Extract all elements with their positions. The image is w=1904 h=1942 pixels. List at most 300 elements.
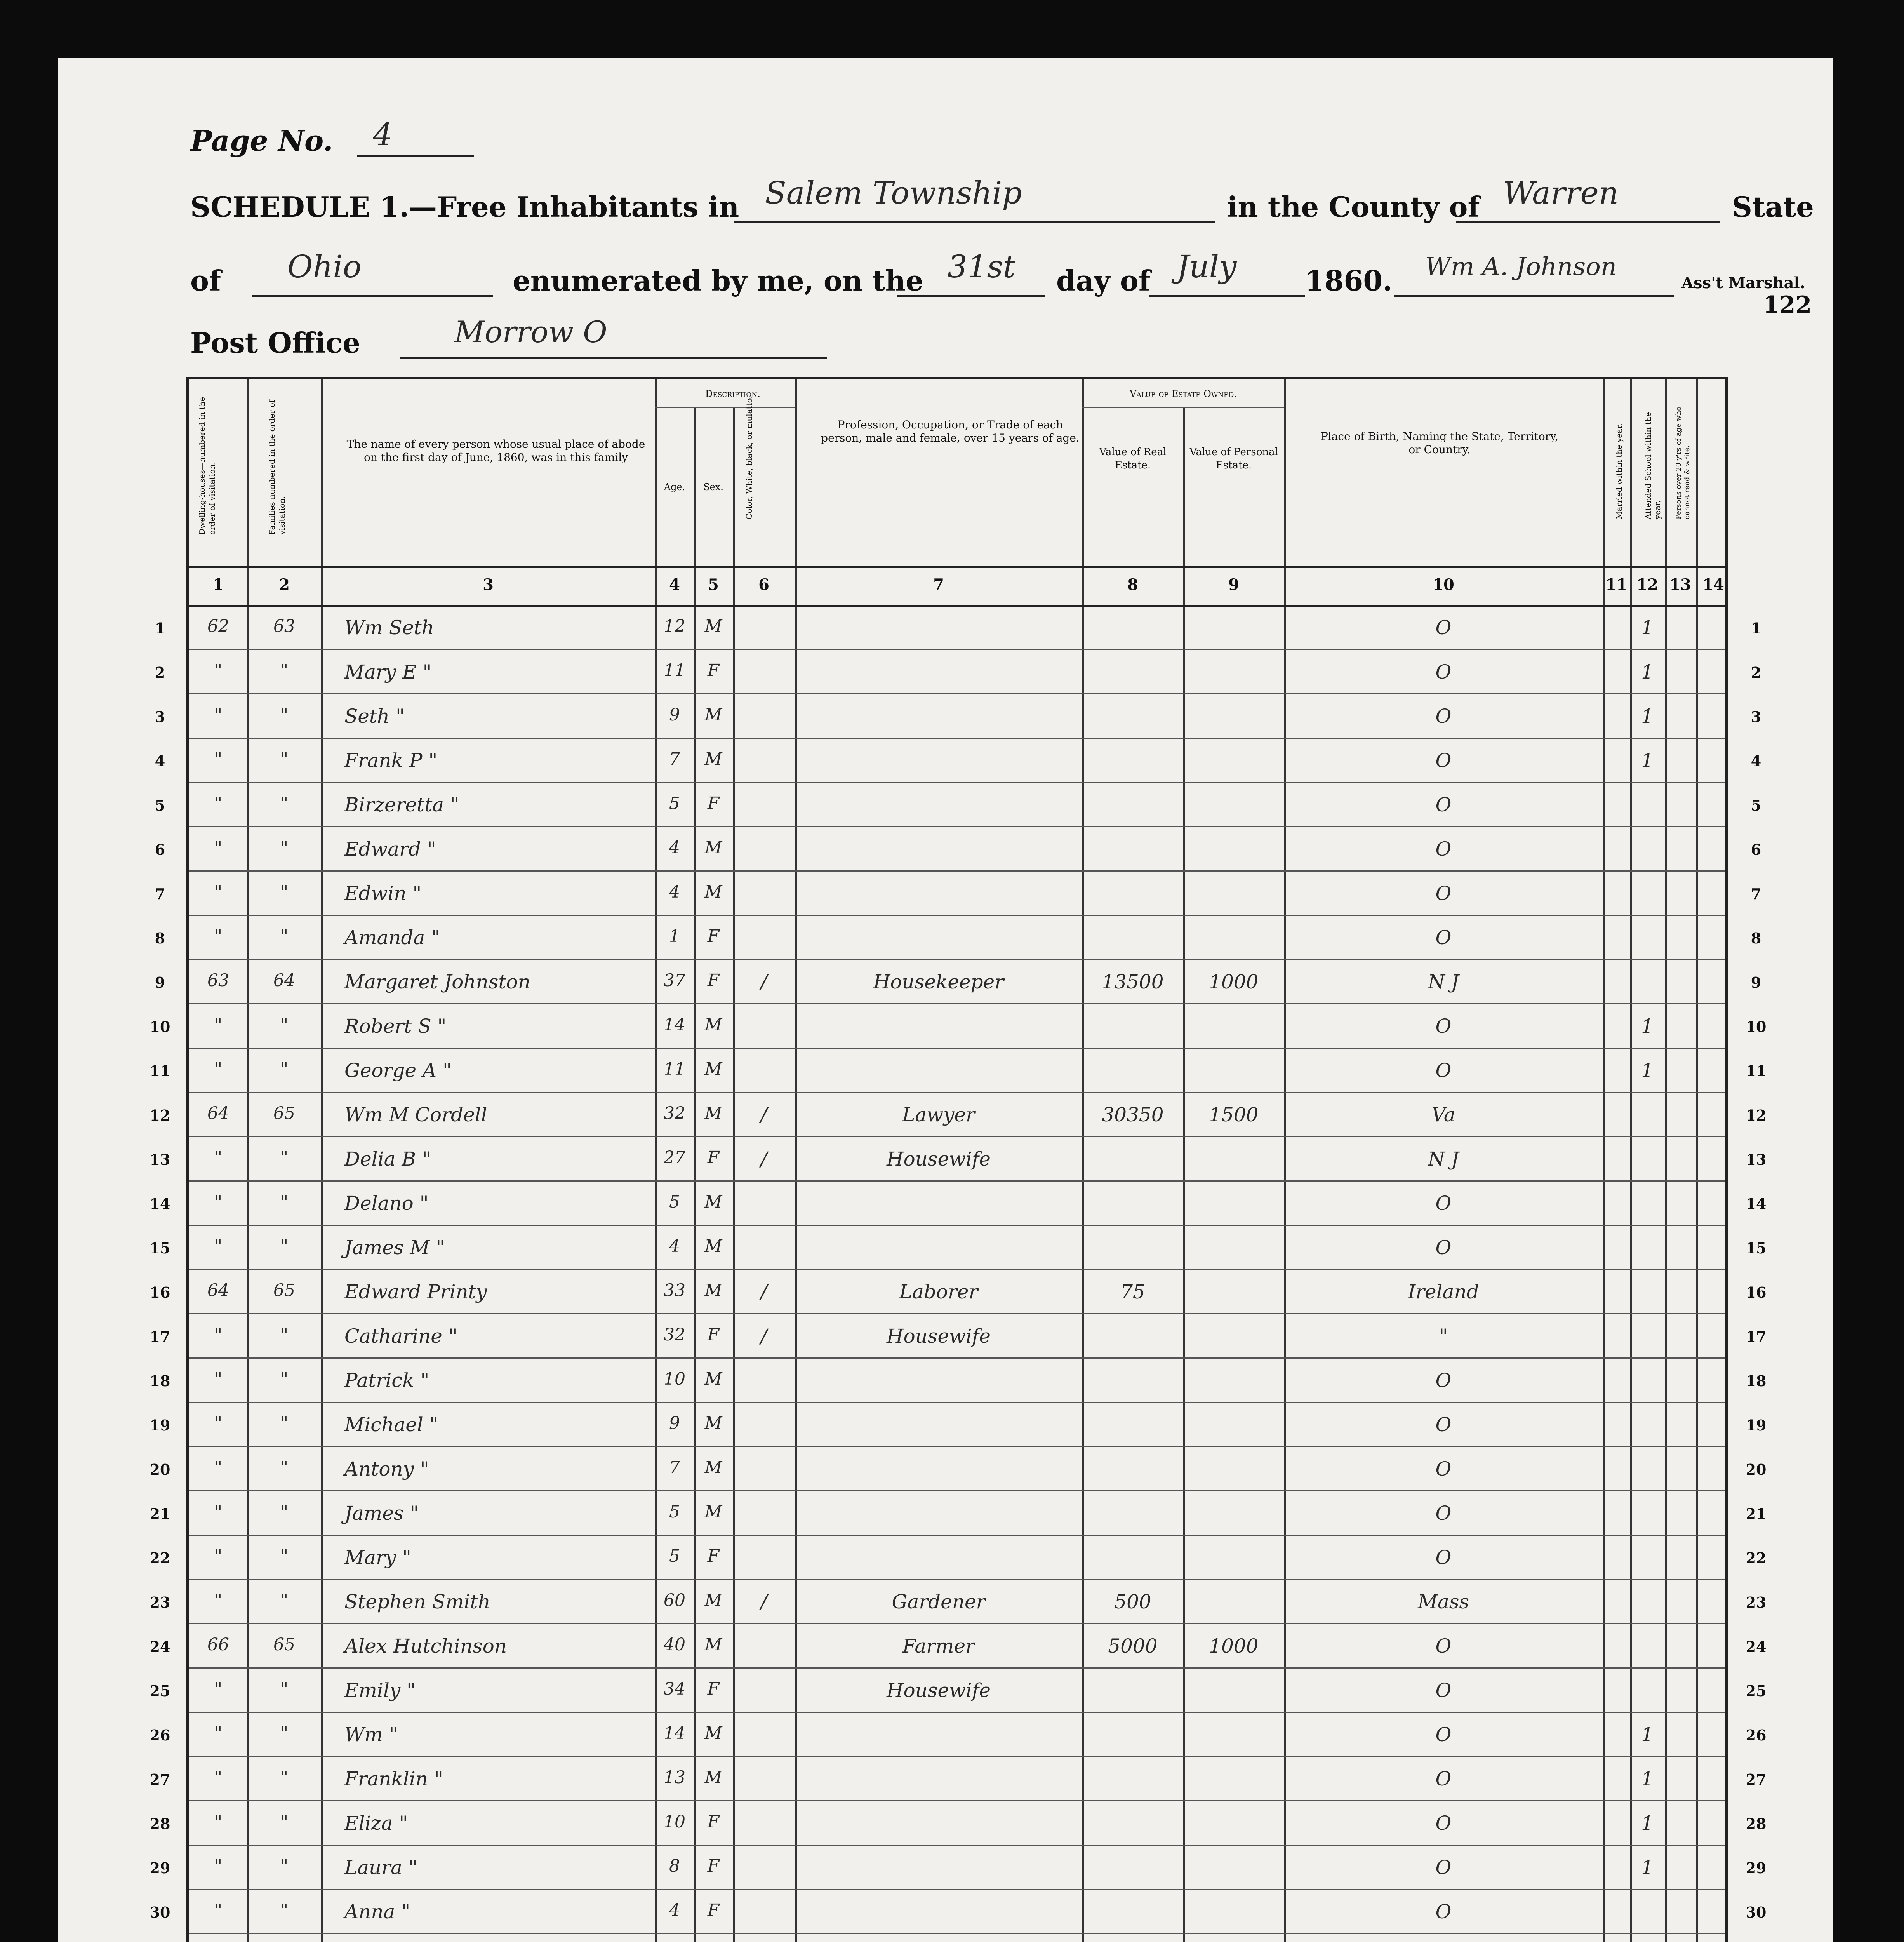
name-cell: Margaret Johnston [344,971,530,993]
line-number-left: 30 [150,1904,170,1921]
row-divider [189,1845,1725,1846]
family-cell: " [280,1900,289,1920]
birthplace-cell: Mass [1417,1590,1469,1613]
dwelling-cell: " [214,661,223,680]
line-number-left: 22 [150,1549,170,1567]
line-number-left: 14 [150,1195,170,1213]
sex-cell: M [704,1015,722,1035]
family-cell: " [280,926,289,946]
sex-cell: M [704,1103,722,1123]
marshal-name: Wm A. Johnson [1425,252,1617,281]
column-number: 9 [1228,576,1239,594]
row-divider [189,1889,1725,1890]
estate-header: Value of Estate Owned. [1130,388,1237,399]
family-cell: " [280,1679,289,1699]
row-divider [189,1756,1725,1757]
name-cell: Patrick " [344,1369,429,1392]
family-cell: " [280,1590,289,1610]
school-cell: 1 [1641,1059,1654,1082]
column-number: 11 [1605,576,1627,594]
row-divider [189,1048,1725,1049]
birthplace-cell: O [1435,1015,1452,1037]
dwelling-cell: " [214,1812,223,1832]
name-cell: Wm Seth [344,616,434,639]
age-cell: 34 [664,1679,685,1699]
dwelling-cell: " [214,1502,223,1522]
dwelling-cell: " [214,1148,223,1168]
birthplace-cell: O [1435,1413,1452,1436]
row-divider [189,1446,1725,1447]
line-number-left: 23 [150,1594,170,1611]
age-cell: 12 [664,616,685,636]
census-sheet [58,58,1833,1942]
color-cell: / [760,1103,767,1126]
name-cell: Franklin " [344,1768,443,1790]
row-divider [189,1003,1725,1004]
column-divider [1696,379,1698,1942]
dwelling-cell: " [214,1059,223,1079]
dwelling-cell: " [214,926,223,946]
family-cell: " [280,1812,289,1832]
line-number-left: 17 [150,1328,170,1345]
name-cell: Mary " [344,1546,412,1569]
personal-estate-cell: 1500 [1209,1103,1259,1126]
birthplace-cell: Va [1431,1103,1455,1126]
row-divider [189,915,1725,916]
sex-cell: M [704,749,722,769]
col1-header: Dwelling-houses—numbered in the order of visitation. [197,397,217,535]
school-cell: 1 [1641,616,1654,639]
enumerated-label: enumerated by me, on the [513,264,923,297]
line-number-left: 25 [150,1682,170,1700]
dwelling-cell: " [214,882,223,902]
col6-header: Color, White, black, or mulatto. [744,396,754,519]
name-cell: Wm " [344,1723,398,1746]
column-divider [1665,379,1667,1942]
line-number-left: 12 [150,1107,170,1124]
age-cell: 10 [664,1812,685,1832]
line-number-left: 10 [150,1018,170,1035]
line-number-right: 2 [1751,664,1761,681]
line-number-right: 18 [1746,1372,1767,1390]
school-cell: 1 [1641,1768,1654,1790]
line-number-right: 28 [1746,1815,1767,1832]
age-cell: 5 [669,1546,680,1566]
name-cell: James M " [344,1236,445,1259]
age-cell: 5 [669,1192,680,1212]
year-label: 1860. [1305,264,1393,297]
row-divider [189,1667,1725,1669]
page-label: Page No. [190,124,333,158]
line-number-right: 26 [1746,1726,1767,1744]
month-value: July [1177,249,1237,285]
birthplace-cell: O [1435,661,1452,683]
line-number-right: 4 [1751,752,1761,770]
township-line [734,221,1215,223]
dwelling-cell: " [214,1369,223,1389]
sex-cell: F [707,794,720,813]
family-cell: " [280,1236,289,1256]
personal-estate-cell: 1000 [1209,1635,1259,1657]
occupation-cell: Gardener [892,1590,986,1613]
sex-cell: M [704,1369,722,1389]
dwelling-cell: " [214,1679,223,1699]
birthplace-cell: N J [1428,971,1459,993]
birthplace-cell: O [1435,926,1452,949]
age-cell: 14 [664,1015,685,1035]
line-number-right: 14 [1746,1195,1767,1213]
name-cell: Emily " [344,1679,416,1702]
school-cell: 1 [1641,1856,1654,1879]
real-estate-cell: 75 [1120,1281,1145,1303]
age-cell: 32 [664,1325,685,1345]
schedule-title: SCHEDULE 1.—Free Inhabitants in [190,190,739,223]
occupation-cell: Housewife [886,1148,991,1170]
col2-header: Families numbered in the order of visitation. [267,400,287,535]
sex-cell: M [704,1590,722,1610]
dwelling-cell: 63 [207,971,229,990]
age-cell: 10 [664,1369,685,1389]
age-cell: 4 [669,1236,680,1256]
birthplace-cell: O [1435,1768,1452,1790]
column-number: 2 [279,576,290,594]
line-number-right: 6 [1751,841,1761,858]
row-divider [189,1579,1725,1580]
day-value: 31st [948,249,1015,285]
name-cell: Mary E " [344,661,432,683]
age-cell: 8 [669,1856,680,1876]
dwelling-cell: " [214,1590,223,1610]
school-cell: 1 [1641,705,1654,727]
sex-cell: M [704,1502,722,1522]
name-cell: Frank P " [344,749,438,772]
birthplace-cell: N J [1428,1148,1459,1170]
family-cell: " [280,1856,289,1876]
real-estate-cell: 5000 [1108,1635,1158,1657]
family-cell: " [280,1369,289,1389]
sex-cell: F [707,661,720,680]
dwelling-cell: 66 [207,1635,229,1655]
name-cell: Catharine " [344,1325,457,1347]
line-number-right: 13 [1746,1151,1767,1168]
birthplace-cell: O [1435,1812,1452,1834]
group-header-divider [655,407,795,408]
occupation-cell: Housekeeper [873,971,1004,993]
family-cell: " [280,794,289,813]
col10-header: Place of Birth, Naming the State, Territory, or Country. [1320,430,1559,456]
sex-cell: F [707,926,720,946]
line-number-right: 24 [1746,1638,1767,1655]
dwelling-cell: 64 [207,1281,229,1300]
column-number: 4 [669,576,680,594]
state-label: State [1732,190,1814,223]
dwelling-cell: " [214,1768,223,1787]
row-divider [189,693,1725,694]
column-divider [1603,379,1605,1942]
column-number: 3 [483,576,494,594]
col3-header: The name of every person whose usual place of abode on the first day of June, 1860, was in this family [346,438,645,464]
age-cell: 5 [669,794,680,813]
marshal-line [1394,295,1674,297]
row-divider [189,1933,1725,1934]
school-cell: 1 [1641,749,1654,772]
birthplace-cell: O [1435,749,1452,772]
line-number-right: 21 [1746,1505,1767,1523]
dwelling-cell: " [214,794,223,813]
line-number-left: 9 [155,974,165,991]
age-cell: 4 [669,838,680,858]
school-cell: 1 [1641,661,1654,683]
age-cell: 7 [669,749,680,769]
line-number-right: 30 [1746,1904,1767,1921]
column-number: 13 [1669,576,1691,594]
line-number-left: 24 [150,1638,170,1655]
name-cell: Birzeretta " [344,794,459,816]
birthplace-cell: O [1435,616,1452,639]
dwelling-cell: " [214,1546,223,1566]
name-cell: Amanda " [344,926,440,949]
line-number-right: 3 [1751,708,1761,726]
page-number-line [357,155,474,157]
column-number: 14 [1702,576,1724,594]
sex-cell: M [704,1236,722,1256]
line-number-right: 25 [1746,1682,1767,1700]
birthplace-cell: O [1435,794,1452,816]
dwelling-cell: " [214,1856,223,1876]
sex-cell: M [704,1192,722,1212]
birthplace-cell: O [1435,882,1452,905]
line-number-right: 15 [1746,1239,1767,1257]
line-number-right: 22 [1746,1549,1767,1567]
family-cell: 65 [273,1281,295,1300]
dwelling-cell: 64 [207,1103,229,1123]
color-cell: / [760,971,767,993]
day-of-label: day of [1056,264,1151,297]
col5-header: Sex. [703,482,723,492]
real-estate-cell: 13500 [1102,971,1164,993]
sex-cell: M [704,1635,722,1655]
line-number-left: 11 [150,1062,170,1080]
line-number-right: 9 [1751,974,1761,991]
line-number-left: 6 [155,841,165,858]
row-divider [189,870,1725,872]
line-number-right: 8 [1751,929,1761,947]
row-divider [189,1092,1725,1093]
row-divider [189,1535,1725,1536]
sex-cell: M [704,705,722,725]
line-number-left: 20 [150,1461,170,1478]
col7-header: Profession, Occupation, or Trade of each person, male and female, over 15 years of age. [821,418,1080,444]
family-cell: " [280,882,289,902]
line-number-left: 1 [155,619,165,637]
day-line [897,295,1045,297]
dwelling-cell: " [214,838,223,858]
column-number: 8 [1127,576,1138,594]
column-number: 10 [1433,576,1454,594]
sex-cell: F [707,1856,720,1876]
sex-cell: F [707,1812,720,1832]
county-line [1456,221,1720,223]
birthplace-cell: O [1435,1236,1452,1259]
sex-cell: M [704,1768,722,1787]
color-cell: / [760,1148,767,1170]
col8-header: Value of Real Estate. [1099,446,1167,471]
sex-cell: F [707,1325,720,1345]
real-estate-cell: 500 [1114,1590,1151,1613]
birthplace-cell: O [1435,1723,1452,1746]
birthplace-cell: O [1435,1458,1452,1480]
birthplace-cell: O [1435,705,1452,727]
family-cell: " [280,1546,289,1566]
dwelling-cell: " [214,1723,223,1743]
line-number-right: 27 [1746,1771,1767,1788]
name-cell: Eliza " [344,1812,408,1834]
occupation-cell: Farmer [902,1635,975,1657]
line-number-right: 11 [1746,1062,1767,1080]
row-divider [189,1269,1725,1270]
dwelling-cell: " [214,1458,223,1477]
name-cell: James " [344,1502,419,1524]
family-cell: 65 [273,1635,295,1655]
line-number-left: 8 [155,929,165,947]
age-cell: 9 [669,1413,680,1433]
post-office-label: Post Office [190,326,360,359]
birthplace-cell: O [1435,1192,1452,1215]
birthplace-cell: O [1435,1369,1452,1392]
township-value: Salem Township [765,175,1022,211]
line-number-left: 27 [150,1771,170,1788]
dwelling-cell: " [214,749,223,769]
sheet-number: 122 [1763,291,1812,318]
line-number-right: 20 [1746,1461,1767,1478]
row-divider [189,1800,1725,1801]
line-number-left: 29 [150,1859,170,1877]
line-number-left: 5 [155,797,165,814]
line-number-left: 21 [150,1505,170,1523]
header-divider [189,566,1725,568]
age-cell: 40 [664,1635,685,1655]
birthplace-cell: O [1435,1856,1452,1879]
family-cell: " [280,661,289,680]
row-divider [189,826,1725,827]
sex-cell: F [707,1546,720,1566]
page-number: 4 [373,117,393,153]
family-cell: " [280,1192,289,1212]
dwelling-cell: " [214,1236,223,1256]
birthplace-cell: Ireland [1408,1281,1479,1303]
group-header-divider [1082,407,1284,408]
dwelling-cell: " [214,1900,223,1920]
dwelling-cell: " [214,1015,223,1035]
line-number-right: 7 [1751,885,1761,903]
sex-cell: F [707,1148,720,1168]
occupation-cell: Lawyer [902,1103,975,1126]
name-cell: Antony " [344,1458,429,1480]
age-cell: 60 [664,1590,685,1610]
age-cell: 27 [664,1148,685,1168]
age-cell: 7 [669,1458,680,1477]
column-divider [1630,379,1632,1942]
marshal-label: Ass't Marshal. [1681,274,1805,292]
sex-cell: M [704,1413,722,1433]
line-number-right: 10 [1746,1018,1767,1035]
name-cell: Edward Printy [344,1281,487,1303]
family-cell: 64 [273,971,295,990]
name-cell: Michael " [344,1413,438,1436]
birthplace-cell: O [1435,1900,1452,1923]
row-divider [189,1225,1725,1226]
family-cell: 65 [273,1103,295,1123]
name-cell: Robert S " [344,1015,447,1037]
birthplace-cell: O [1435,1502,1452,1524]
line-number-right: 23 [1746,1594,1767,1611]
dwelling-cell: " [214,1192,223,1212]
col12-header: Attended School within the year. [1643,412,1662,519]
description-header: Description. [705,388,760,399]
personal-estate-cell: 1000 [1209,971,1259,993]
col4-header: Age. [664,482,685,492]
name-cell: George A " [344,1059,452,1082]
row-divider [189,1490,1725,1491]
column-number: 7 [933,576,944,594]
column-number: 5 [708,576,719,594]
school-cell: 1 [1641,1812,1654,1834]
name-cell: Edward " [344,838,436,860]
birthplace-cell: O [1435,838,1452,860]
name-cell: Seth " [344,705,405,727]
row-divider [189,1357,1725,1359]
occupation-cell: Housewife [886,1325,991,1347]
sex-cell: M [704,1059,722,1079]
name-cell: Wm M Cordell [344,1103,487,1126]
line-number-left: 15 [150,1239,170,1257]
col11-header: Married within the year. [1614,423,1624,519]
age-cell: 32 [664,1103,685,1123]
name-cell: Laura " [344,1856,417,1879]
name-cell: Delia B " [344,1148,431,1170]
line-number-left: 16 [150,1284,170,1301]
birthplace-cell: O [1435,1635,1452,1657]
birthplace-cell: " [1439,1325,1448,1347]
family-cell: " [280,1148,289,1168]
sex-cell: F [707,1679,720,1699]
age-cell: 33 [664,1281,685,1300]
col13-header: Persons over 20 y'rs of age who cannot read & write. [1674,406,1691,519]
school-cell: 1 [1641,1723,1654,1746]
line-number-left: 26 [150,1726,170,1744]
occupation-cell: Housewife [886,1679,991,1702]
county-value: Warren [1503,175,1619,211]
family-cell: " [280,1723,289,1743]
post-office-line [400,357,827,359]
sex-cell: M [704,882,722,902]
line-number-right: 29 [1746,1859,1767,1877]
family-cell: " [280,1768,289,1787]
sex-cell: F [707,1900,720,1920]
census-table [150,377,1767,1942]
family-cell: " [280,1325,289,1345]
family-cell: " [280,1413,289,1433]
birthplace-cell: O [1435,1679,1452,1702]
post-office-value: Morrow O [454,315,607,349]
line-number-left: 19 [150,1416,170,1434]
age-cell: 9 [669,705,680,725]
family-cell: " [280,749,289,769]
row-divider [189,1712,1725,1713]
row-divider [189,1136,1725,1137]
age-cell: 11 [664,1059,685,1079]
row-divider [189,782,1725,783]
